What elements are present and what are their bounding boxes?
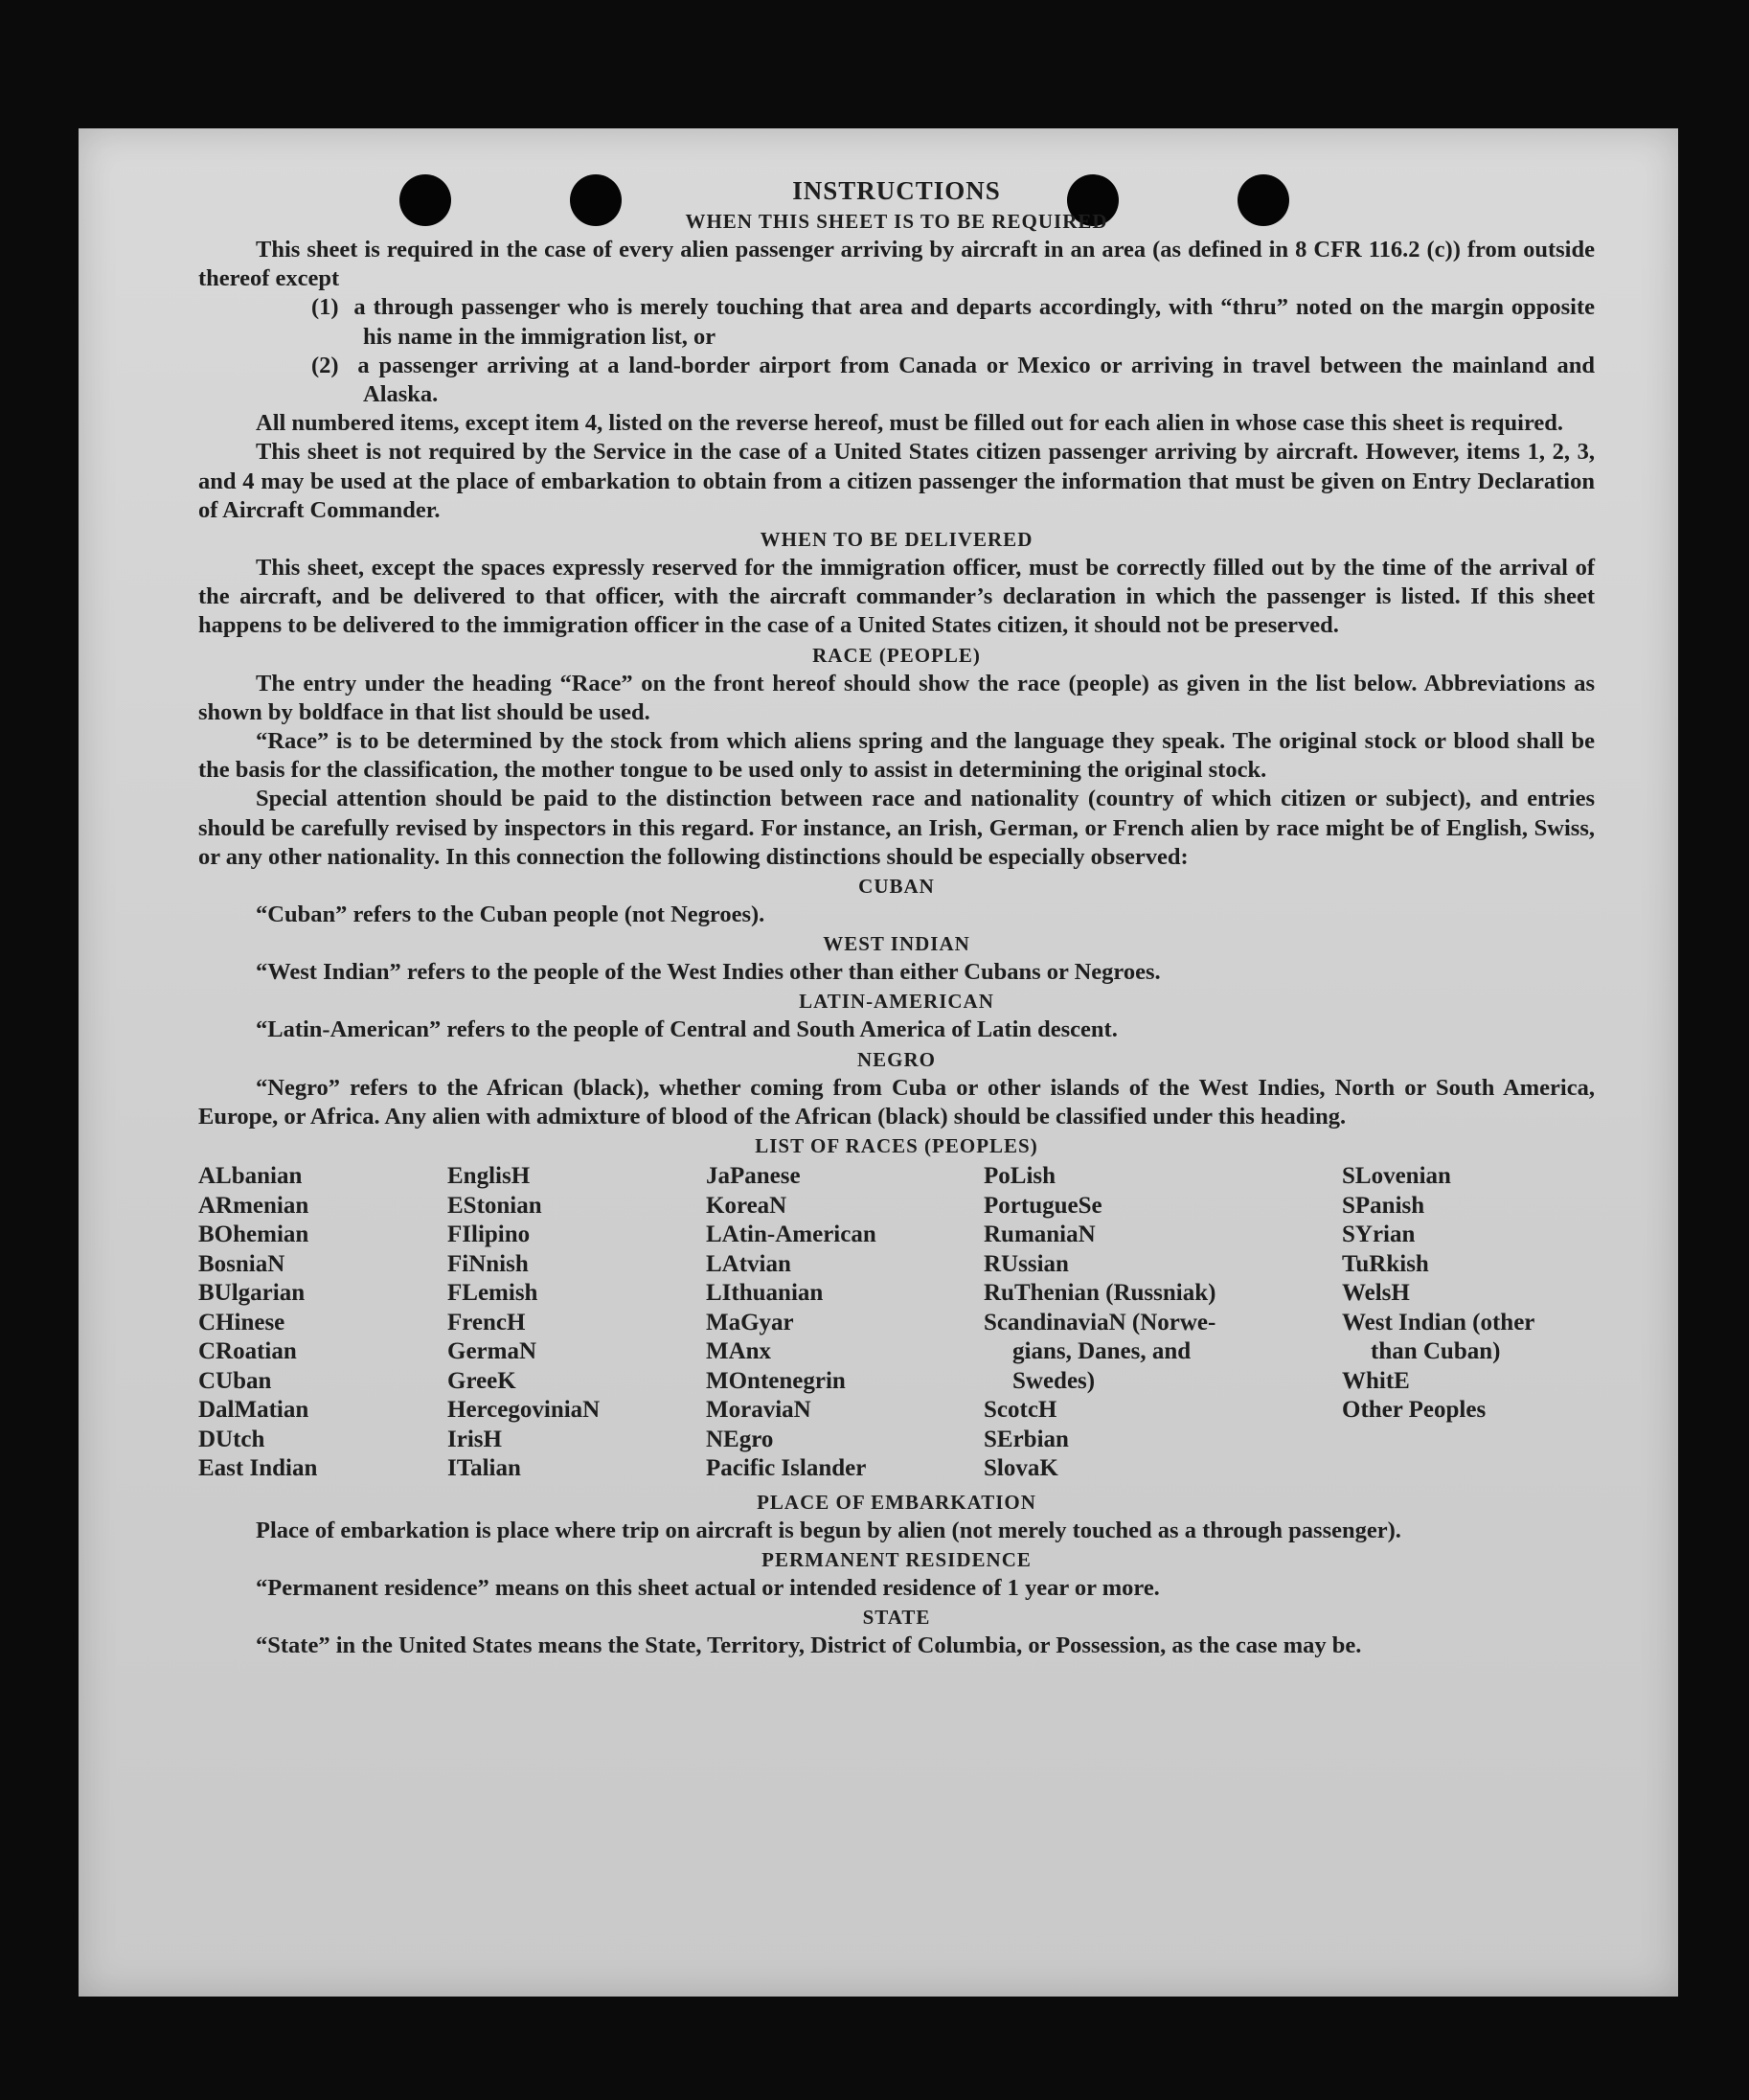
races-column-3	[706, 1162, 984, 1484]
race-entry: RUssian	[984, 1250, 1069, 1277]
race-entry-continued: gians, Danes, and	[1012, 1338, 1192, 1365]
race-entry: CRoatian	[198, 1338, 297, 1365]
citizen-paragraph: This sheet is not required by the Service in the case of a United States citizen passenger arriving by aircraft. However, items 1, 2, 3, and 4 may be used at the place of embarkation to obtain from a citizen passenger the information that must be given on Entry Declaration of Aircraft Commander.	[198, 439, 1595, 523]
race-entry-continued: Swedes)	[1012, 1367, 1096, 1394]
item-number: (2)	[311, 352, 339, 378]
race-entry: FiNnish	[447, 1250, 529, 1277]
race-entry: SLovenian	[1342, 1163, 1451, 1190]
race-entry: TuRkish	[1342, 1250, 1429, 1277]
race-entry: SErbian	[984, 1426, 1069, 1452]
race-entry: KoreaN	[706, 1192, 787, 1219]
race-entry: EStonian	[447, 1192, 542, 1219]
race-entry: CUban	[198, 1367, 272, 1394]
race-paragraph-1: The entry under the heading “Race” on the front hereof should show the race (people) as given in the list below. Abbreviations as shown by boldface in that list should be used.	[198, 670, 1595, 725]
race-entry: SYrian	[1342, 1221, 1416, 1248]
race-entry: BUlgarian	[198, 1280, 306, 1307]
race-entry: RumaniaN	[984, 1221, 1096, 1248]
race-entry-continued: than Cuban)	[1371, 1338, 1501, 1365]
definition-heading: CUBAN	[858, 875, 935, 899]
item-text: a through passenger who is merely touching that area and departs accordingly, with “thru” noted on the margin opposite his name in the immigration list, or	[353, 294, 1595, 350]
race-entry: ScotcH	[984, 1397, 1057, 1424]
race-entry: PoLish	[984, 1163, 1056, 1190]
race-entry: ALbanian	[198, 1163, 303, 1190]
races-list-heading: LIST OF RACES (PEOPLES)	[755, 1134, 1038, 1158]
race-paragraph-2: “Race” is to be determined by the stock from which aliens spring and the language they speak. The original stock or blood shall be the basis for the classification, the mother tongue to be used only to assist in determining the original stock.	[198, 728, 1595, 784]
definition-text: “Cuban” refers to the Cuban people (not Negroes).	[256, 902, 765, 928]
race-entry: ScandinaviaN (Norwe-	[984, 1309, 1216, 1335]
races-column-5	[1342, 1162, 1595, 1484]
definition-heading: NEGRO	[856, 1047, 936, 1071]
race-entry: BosniaN	[198, 1250, 285, 1277]
race-entry: FLemish	[447, 1280, 538, 1307]
section-heading-state: STATE	[862, 1605, 931, 1629]
exception-item-2	[198, 352, 1595, 409]
race-entry: SlovaK	[984, 1455, 1058, 1482]
races-column-2	[447, 1162, 706, 1484]
race-entry: WelsH	[1342, 1280, 1410, 1307]
definition-text: “Latin-American” refers to the people of Central and South America of Latin descent.	[256, 1016, 1118, 1043]
residence-paragraph: “Permanent residence” means on this sheet actual or intended residence of 1 year or more.	[256, 1574, 1160, 1601]
state-paragraph: “State” in the United States means the State, Territory, District of Columbia, or Possession, as the case may be.	[256, 1632, 1362, 1658]
race-entry: IrisH	[447, 1426, 502, 1452]
section-heading-race: RACE (PEOPLE)	[812, 643, 981, 667]
race-entry: NEgro	[706, 1426, 774, 1452]
section-heading-residence: PERMANENT RESIDENCE	[761, 1547, 1032, 1571]
race-entry: FIlipino	[447, 1221, 531, 1248]
race-entry: BOhemian	[198, 1221, 309, 1248]
races-column-1	[198, 1162, 447, 1484]
race-entry: LAtvian	[706, 1250, 791, 1277]
definition-text: “Negro” refers to the African (black), whether coming from Cuba or other islands of the West Indies, North or South America, Europe, or Africa. Any alien with admixture of blood of the African (black) should be classified under this heading.	[198, 1074, 1595, 1130]
race-entry: PortugueSe	[984, 1192, 1102, 1219]
race-entry: Pacific Islander	[706, 1455, 867, 1482]
race-entry: HercegoviniaN	[447, 1397, 601, 1424]
race-entry: ARmenian	[198, 1192, 309, 1219]
item-text: a passenger arriving at a land-border airport from Canada or Mexico or arriving in travel between the mainland and Alaska.	[357, 352, 1595, 408]
numbered-items-paragraph: All numbered items, except item 4, listed on the reverse hereof, must be filled out for each alien in whose case this sheet is required.	[256, 410, 1564, 437]
instruction-sheet	[79, 128, 1678, 1997]
race-entry: GreeK	[447, 1367, 516, 1394]
race-entry: EnglisH	[447, 1163, 531, 1190]
exception-item-1	[198, 293, 1595, 351]
race-entry: CHinese	[198, 1309, 285, 1335]
race-entry: West Indian (other	[1342, 1309, 1535, 1335]
race-entry: DUtch	[198, 1426, 265, 1452]
required-paragraph: This sheet is required in the case of every alien passenger arriving by aircraft in an area (as defined in 8 CFR 116.2 (c)) from outside thereof except	[198, 237, 1595, 292]
race-entry: GermaN	[447, 1338, 537, 1365]
section-heading-required: WHEN THIS SHEET IS TO BE REQUIRED	[685, 210, 1108, 233]
definition-heading: WEST INDIAN	[823, 932, 970, 956]
instructions-content	[198, 174, 1595, 1660]
race-entry: JaPanese	[706, 1163, 801, 1190]
races-column-4	[984, 1162, 1342, 1484]
definition-text: “West Indian” refers to the people of the West Indies other than either Cubans or Negroes.	[256, 959, 1161, 986]
race-entry: RuThenian (Russniak)	[984, 1280, 1216, 1307]
races-list	[198, 1162, 1595, 1484]
race-paragraph-3: Special attention should be paid to the distinction between race and nationality (country of which citizen or subject), and entries should be carefully revised by inspectors in this regard. For instance, an Irish, German, or French alien by race might be of English, Swiss, or any other nationality. In this connection the following distinctions should be especially observed:	[198, 786, 1595, 870]
race-entry: FrencH	[447, 1309, 526, 1335]
race-entry: DalMatian	[198, 1397, 309, 1424]
item-number: (1)	[311, 294, 339, 321]
race-entry: LIthuanian	[706, 1280, 824, 1307]
race-entry: MaGyar	[706, 1309, 794, 1335]
race-entry: Other Peoples	[1342, 1397, 1487, 1424]
race-entry: East Indian	[198, 1455, 318, 1482]
section-heading-delivered: WHEN TO BE DELIVERED	[760, 528, 1034, 552]
delivered-paragraph: This sheet, except the spaces expressly reserved for the immigration officer, must be correctly filled out by the time of the arrival of the aircraft, and be delivered to that officer, with the aircraft commander’s declaration in which the passenger is listed. If this sheet happens to be delivered to the immigration officer in the case of a United States citizen, it should not be preserved.	[198, 555, 1595, 639]
race-entry: WhitE	[1342, 1367, 1410, 1394]
embarkation-paragraph: Place of embarkation is place where trip on aircraft is begun by alien (not merely touched as a through passenger).	[256, 1517, 1401, 1543]
race-entry: MAnx	[706, 1338, 772, 1365]
race-entry: SPanish	[1342, 1192, 1425, 1219]
race-entry: ITalian	[447, 1455, 521, 1482]
definition-heading: LATIN-AMERICAN	[799, 990, 994, 1014]
section-heading-embarkation: PLACE OF EMBARKATION	[757, 1490, 1036, 1514]
race-entry: MOntenegrin	[706, 1367, 846, 1394]
page-title: INSTRUCTIONS	[792, 176, 1001, 205]
race-entry: LAtin-American	[706, 1221, 876, 1248]
race-entry: MoraviaN	[706, 1397, 811, 1424]
